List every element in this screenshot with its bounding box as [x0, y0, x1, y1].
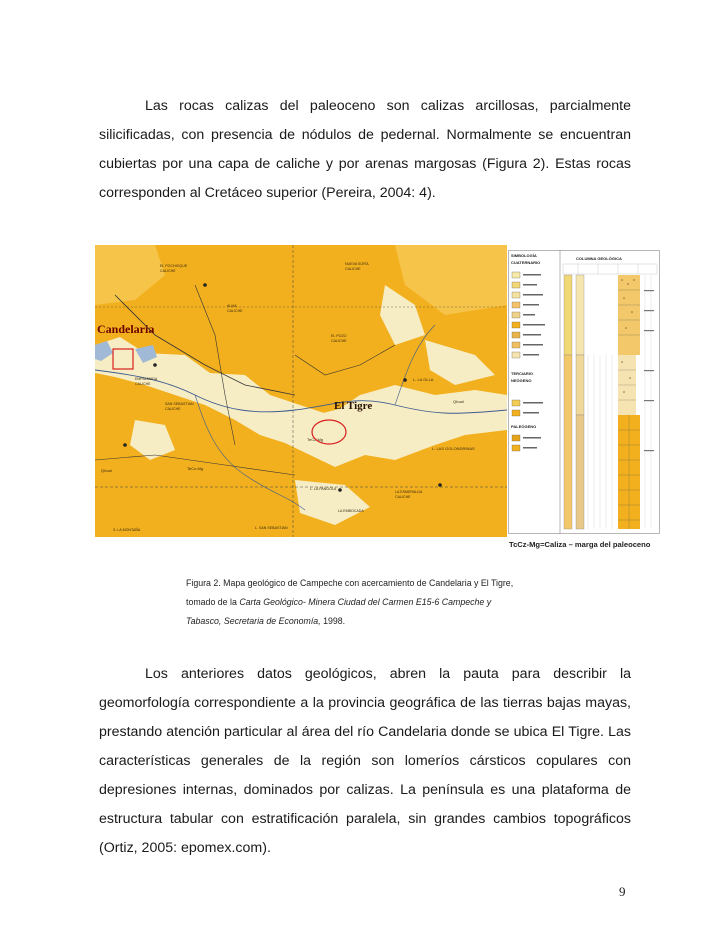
svg-text:ALMA: ALMA: [227, 304, 237, 308]
svg-text:L. LA PANGOLA: L. LA PANGOLA: [310, 487, 337, 491]
column-simbologia: SIMBOLOGÍA: [511, 253, 537, 258]
svg-text:CALICHE: CALICHE: [395, 495, 411, 499]
svg-text:S. LA MONTAÑA: S. LA MONTAÑA: [113, 528, 141, 532]
svg-text:Qhoal: Qhoal: [101, 468, 112, 473]
column-terciario: TERCIARIO: [511, 371, 533, 376]
svg-text:EMPALMADA: EMPALMADA: [135, 377, 158, 381]
svg-text:CALICHE: CALICHE: [135, 382, 151, 386]
svg-text:L. SAN SEBASTIAN: L. SAN SEBASTIAN: [255, 526, 288, 530]
svg-text:SAN SEBASTIAN: SAN SEBASTIAN: [165, 402, 194, 406]
svg-text:LA ESMERALDA: LA ESMERALDA: [395, 490, 423, 494]
svg-text:LA EMBOCADA: LA EMBOCADA: [338, 509, 364, 513]
column-cuaternario: CUATERNARIO: [511, 260, 541, 265]
svg-text:CALICHE: CALICHE: [160, 269, 176, 273]
column-paleogeno: PALEÓGENO: [511, 424, 537, 429]
svg-text:CALICHE: CALICHE: [227, 309, 243, 313]
svg-text:L. LAS GOLONDRINAS: L. LAS GOLONDRINAS: [432, 446, 475, 451]
figure-caption-line3: Tabasco, Secretaria de Economía, 1998.: [186, 616, 346, 626]
svg-text:CALICHE: CALICHE: [331, 339, 347, 343]
paragraph-geomorfologia: Los anteriores datos geológicos, abren la pauta para describir la geomorfología correspondiente a la provincia geográfica de las tierras bajas mayas, prestando atención particular al área del río Candelaria donde se ubica El Tigre. Las características generales de la región son lomeríos cársticos copulares con depresiones internas, dominados por calizas. La península es una plataforma de estructura tabular con estratificación paralela, sin grandes cambios topográficos (Ortiz, 2005: epomex.com).: [99, 666, 631, 856]
column-title: COLUMNA GEOLÓGICA: [576, 256, 622, 261]
svg-text:EL POZO: EL POZO: [331, 334, 347, 338]
svg-text:EL POCHIOQUE: EL POCHIOQUE: [160, 264, 188, 268]
svg-text:Qhoal: Qhoal: [453, 399, 464, 404]
page-number: 9: [619, 884, 626, 899]
svg-text:L. LA OLLA: L. LA OLLA: [413, 377, 434, 382]
map-label-candelaria: Candelaria: [97, 322, 155, 336]
figure-caption-line1: Figura 2. Mapa geológico de Campeche con acercamiento de Candelaria y El Tigre,: [186, 578, 514, 588]
svg-text:CALICHE: CALICHE: [345, 267, 361, 271]
svg-text:NUEVA SOFÍA: NUEVA SOFÍA: [345, 262, 369, 266]
geologic-map: [95, 245, 507, 537]
figure-caption-line2: tomado de la Carta Geológico- Minera Ciudad del Carmen E15-6 Campeche y: [186, 597, 492, 607]
paragraph-paleoceno: Las rocas calizas del paleoceno son calizas arcillosas, parcialmente silicificadas, con presencia de nódulos de pedernal. Normalmente se encuentran cubiertas por una capa de caliche y por arenas margosas (Figura 2). Estas rocas corresponden al Cretáceo superior (Pereira, 2004: 4).: [99, 98, 631, 201]
geologic-figure: [95, 245, 635, 537]
column-neogeno: NEÓGENO: [511, 378, 532, 383]
svg-text:CALICHE: CALICHE: [165, 407, 181, 411]
svg-text:TeCz-Mg: TeCz-Mg: [187, 466, 204, 471]
legend-caption: TcCz-Mg=Caliza – marga del paleoceno: [509, 540, 651, 549]
svg-text:TeCz-Mg: TeCz-Mg: [307, 437, 324, 442]
geologic-column: [508, 250, 660, 534]
map-label-el-tigre: El Tigre: [334, 400, 373, 412]
